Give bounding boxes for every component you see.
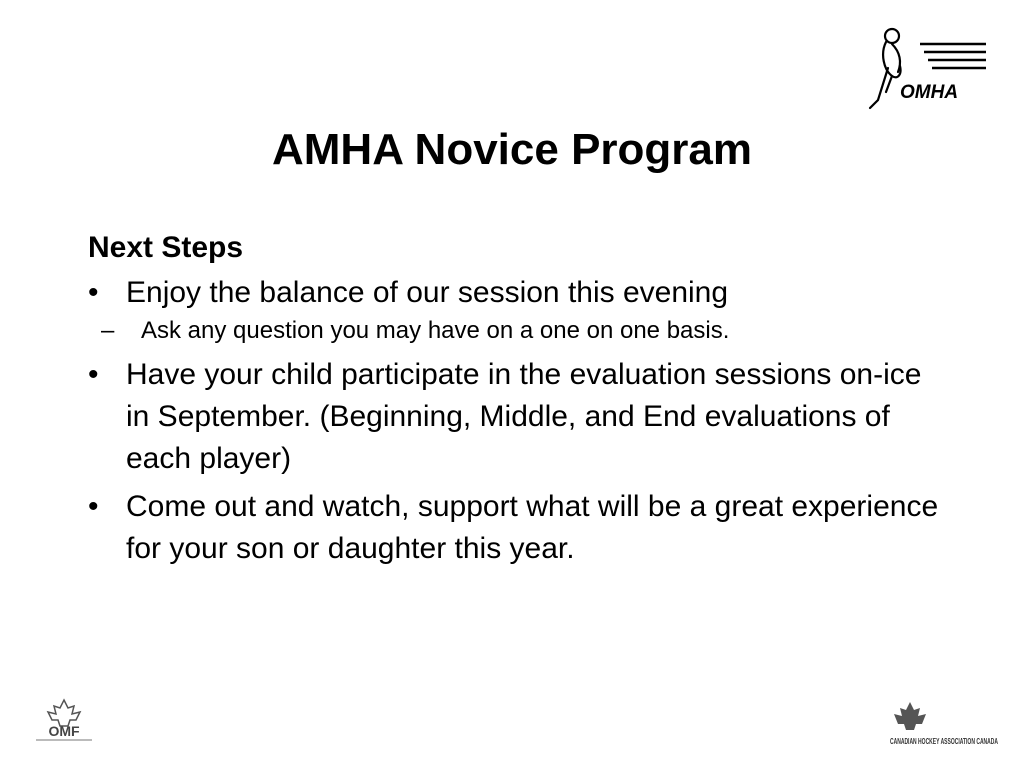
- sub-bullet-item: [96, 314, 948, 348]
- bullet-item: [88, 272, 948, 314]
- omha-logo-text: OMHA: [900, 82, 959, 103]
- sub-bullet-marker: –: [101, 317, 115, 344]
- bullet-text: Have your child participate in the evaluation sessions on-ice in September. (Beginning, Middle, and End evaluations of each player): [126, 358, 922, 475]
- maple-leaf-icon: [894, 702, 926, 730]
- bullet-text: Come out and watch, support what will be a great experience for your son or daughter this year.: [126, 490, 939, 565]
- page-title: AMHA Novice Program: [271, 125, 753, 174]
- cha-logo-text: CANADIAN HOCKEY ASSOCIATION CANADA: [890, 737, 999, 746]
- sub-bullet-list: [88, 314, 948, 348]
- bullet-item: [88, 486, 948, 570]
- omha-logo: [862, 22, 994, 116]
- sub-bullet-container: [88, 314, 948, 348]
- bullet-list: [88, 272, 948, 570]
- bullet-marker: •: [88, 276, 99, 309]
- bullet-marker: •: [88, 358, 99, 391]
- slide-content: [88, 228, 948, 570]
- bullet-text: Enjoy the balance of our session this evening: [126, 276, 729, 309]
- omf-logo-text: OMF: [48, 723, 80, 739]
- section-heading: Next Steps: [88, 231, 244, 264]
- canadian-hockey-association-logo: [888, 698, 1002, 748]
- bullet-marker: •: [88, 490, 99, 523]
- bullet-item: [88, 354, 948, 480]
- omf-logo: [30, 698, 98, 744]
- sub-bullet-text: Ask any question you may have on a one on one basis.: [141, 317, 730, 344]
